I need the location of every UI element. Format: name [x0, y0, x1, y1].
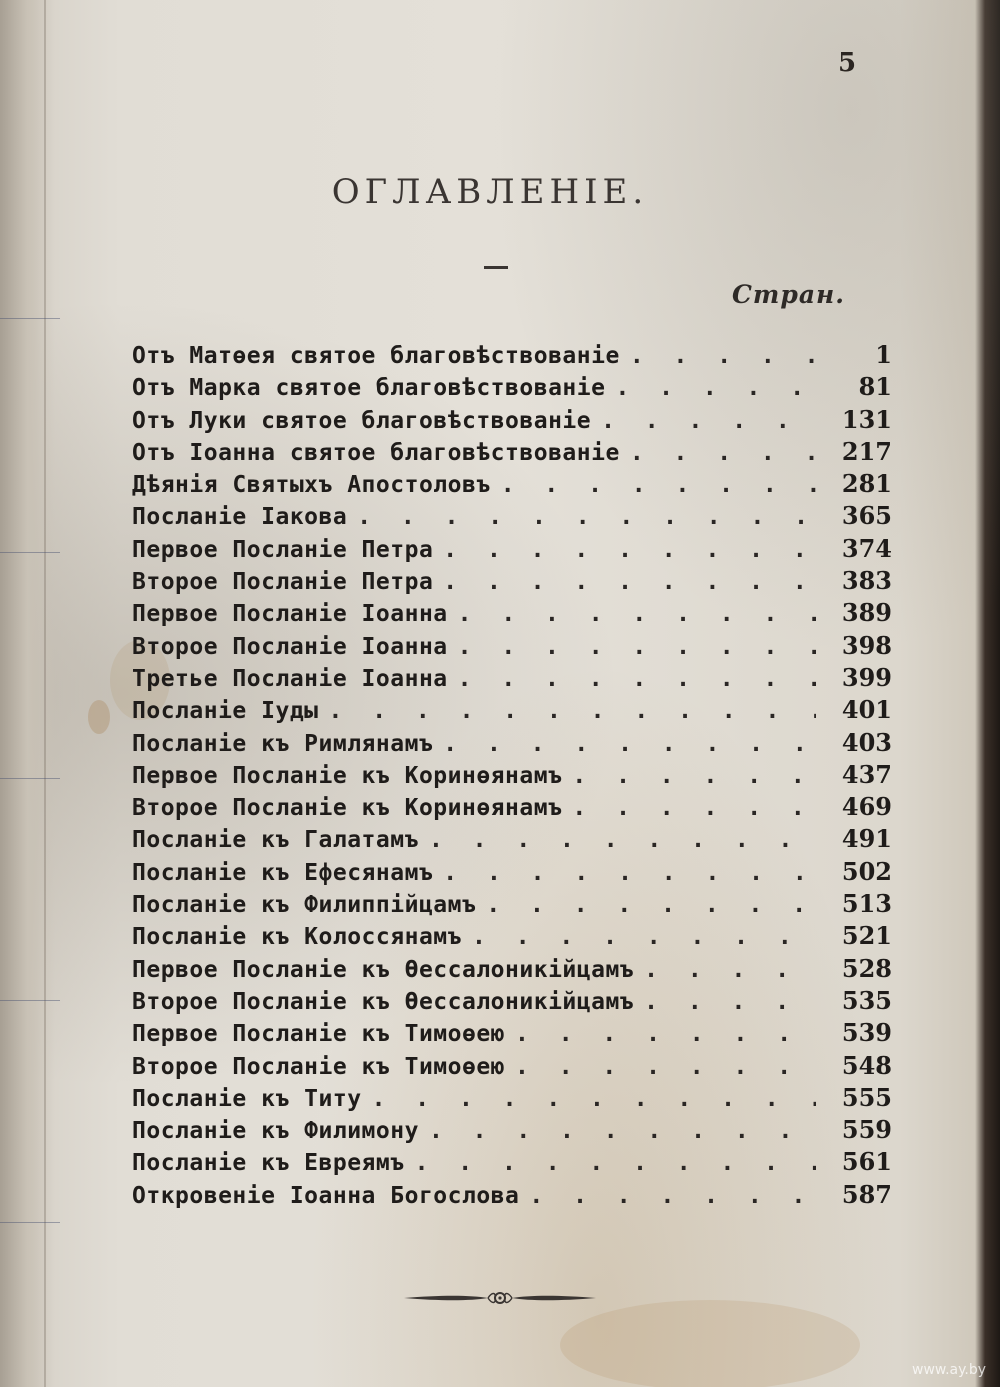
toc-row: [132, 728, 892, 760]
toc-entry-title: Посланіе къ Филимону: [132, 1118, 419, 1145]
toc-entry-title: Первое Посланіе къ Коринѳянамъ: [132, 762, 563, 789]
toc-leader-dots: [458, 601, 816, 627]
toc-row: [132, 889, 892, 921]
toc-entry-page: 399: [841, 662, 892, 692]
toc-entry-page: 559: [841, 1115, 892, 1145]
toc-row: [132, 1147, 892, 1179]
toc-entry-page: 437: [841, 759, 892, 789]
toc-row: [132, 1180, 892, 1212]
toc-entry-page: 521: [841, 921, 892, 951]
toc-leader-dots: [443, 731, 816, 757]
toc-entry-title: Второе Посланіе Іоанна: [132, 633, 448, 660]
toc-entry-page: 587: [841, 1179, 892, 1209]
ornament-divider-icon: [400, 1286, 600, 1310]
toc-leader-dots: [458, 666, 816, 692]
toc-entry-title: Второе Посланіе къ Ѳессалоникійцамъ: [132, 988, 635, 1015]
toc-entry-title: Дѣянія Святыхъ Апостоловъ: [132, 472, 491, 499]
toc-leader-dots: [357, 504, 816, 530]
toc-leader-dots: [572, 763, 816, 789]
toc-row: [132, 986, 892, 1018]
title-rule: [484, 266, 508, 269]
toc-entry-page: 398: [841, 630, 892, 660]
toc-row: [132, 1083, 892, 1115]
toc-entry-page: 555: [841, 1082, 892, 1112]
toc-entry-page: 535: [841, 985, 892, 1015]
toc-entry-title: Посланіе къ Колоссянамъ: [132, 924, 462, 951]
toc-entry-title: Посланіе къ Римлянамъ: [132, 730, 434, 757]
toc-leader-dots: [644, 989, 816, 1015]
toc-row: [132, 501, 892, 533]
toc-leader-dots: [443, 860, 816, 886]
toc-row: [132, 437, 892, 469]
toc-entry-title: Второе Посланіе Петра: [132, 569, 434, 596]
toc-leader-dots: [443, 569, 816, 595]
toc-entry-title: Второе Посланіе къ Тимоѳею: [132, 1053, 506, 1080]
toc-entry-page: 528: [841, 953, 892, 983]
toc-entry-title: Отъ Іоанна святое благовѣствованіе: [132, 439, 620, 466]
toc-row: [132, 824, 892, 856]
toc-leader-dots: [529, 1183, 816, 1209]
toc-leader-dots: [515, 1054, 816, 1080]
toc-entry-title: Посланіе Іакова: [132, 504, 348, 531]
toc-leader-dots: [472, 924, 816, 950]
toc-entry-title: Посланіе къ Филиппійцамъ: [132, 892, 477, 919]
toc-row: [132, 534, 892, 566]
toc-row: [132, 372, 892, 404]
toc-entry-page: 539: [841, 1018, 892, 1048]
toc-entry-title: Отъ Луки святое благовѣствованіе: [132, 407, 592, 434]
toc-entry-title: Откровеніе Іоанна Богослова: [132, 1182, 520, 1209]
toc-row: [132, 598, 892, 630]
toc-row: [132, 792, 892, 824]
page-column-header: Стран.: [732, 280, 845, 309]
page-title: ОГЛАВЛЕНІЕ.: [331, 172, 649, 212]
toc-leader-dots: [372, 1086, 816, 1112]
toc-entry-title: Первое Посланіе къ Тимоѳею: [132, 1021, 506, 1048]
toc-row: [132, 695, 892, 727]
toc-row: [132, 760, 892, 792]
toc-row: [132, 566, 892, 598]
toc-entry-title: Посланіе къ Галатамъ: [132, 827, 419, 854]
toc-entry-page: 561: [841, 1147, 892, 1177]
toc-entry-page: 131: [841, 404, 892, 434]
toc-leader-dots: [501, 472, 816, 498]
toc-row: [132, 340, 892, 372]
toc-leader-dots: [630, 440, 816, 466]
toc-entry-title: Отъ Матѳея святое благовѣствованіе: [132, 343, 620, 369]
toc-leader-dots: [572, 795, 816, 821]
page-corner-mark: 5: [838, 48, 857, 78]
toc-entry-page: 469: [841, 792, 892, 822]
toc-entry-page: 548: [841, 1050, 892, 1080]
toc-leader-dots: [615, 375, 816, 401]
toc-leader-dots: [429, 827, 816, 853]
toc-row: [132, 857, 892, 889]
toc-leader-dots: [644, 957, 816, 983]
toc-leader-dots: [486, 892, 816, 918]
toc-leader-dots: [515, 1021, 816, 1047]
toc-row: [132, 1115, 892, 1147]
toc-entry-page: 389: [841, 598, 892, 628]
toc-row: [132, 469, 892, 501]
toc-entry-title: Отъ Марка святое благовѣствованіе: [132, 375, 606, 402]
toc-entry-page: 374: [841, 533, 892, 563]
toc-entry-page: 403: [841, 727, 892, 757]
toc-entry-page: 81: [858, 372, 892, 402]
toc-leader-dots: [443, 537, 816, 563]
toc-row: [132, 1018, 892, 1050]
toc-entry-title: Посланіе къ Евреямъ: [132, 1150, 405, 1177]
toc-leader-dots: [601, 408, 816, 434]
watermark: www.ay.by: [912, 1362, 987, 1378]
toc-row: [132, 1051, 892, 1083]
toc-entry-page: 513: [841, 889, 892, 919]
toc-leader-dots: [630, 343, 816, 369]
toc-leader-dots: [429, 1118, 816, 1144]
toc-entry-page: 401: [841, 695, 892, 725]
toc-entry-page: 217: [841, 436, 892, 466]
toc-entry-page: 281: [841, 469, 892, 499]
toc-entry-title: Второе Посланіе къ Коринѳянамъ: [132, 795, 563, 822]
toc-entry-title: Посланіе къ Ефесянамъ: [132, 859, 434, 886]
toc-entry-title: Первое Посланіе Петра: [132, 536, 434, 563]
toc-entry-page: 383: [841, 566, 892, 596]
toc-row: [132, 921, 892, 953]
toc-leader-dots: [458, 634, 816, 660]
toc-row: [132, 631, 892, 663]
toc-entry-title: Третье Посланіе Іоанна: [132, 665, 448, 692]
toc-entry-title: Первое Посланіе къ Ѳессалоникійцамъ: [132, 956, 635, 983]
toc-row: [132, 405, 892, 437]
toc-entry-title: Посланіе Іуды: [132, 698, 319, 725]
toc-entry-title: Первое Посланіе Іоанна: [132, 601, 448, 628]
toc-row: [132, 954, 892, 986]
toc-entry-page: 491: [841, 824, 892, 854]
toc-list: [132, 340, 892, 1212]
toc-entry-title: Посланіе къ Титу: [132, 1085, 362, 1112]
toc-entry-page: 502: [841, 856, 892, 886]
toc-leader-dots: [329, 698, 816, 724]
toc-leader-dots: [415, 1150, 816, 1176]
toc-entry-page: 365: [841, 501, 892, 531]
toc-entry-page: 1: [875, 340, 892, 369]
toc-row: [132, 663, 892, 695]
